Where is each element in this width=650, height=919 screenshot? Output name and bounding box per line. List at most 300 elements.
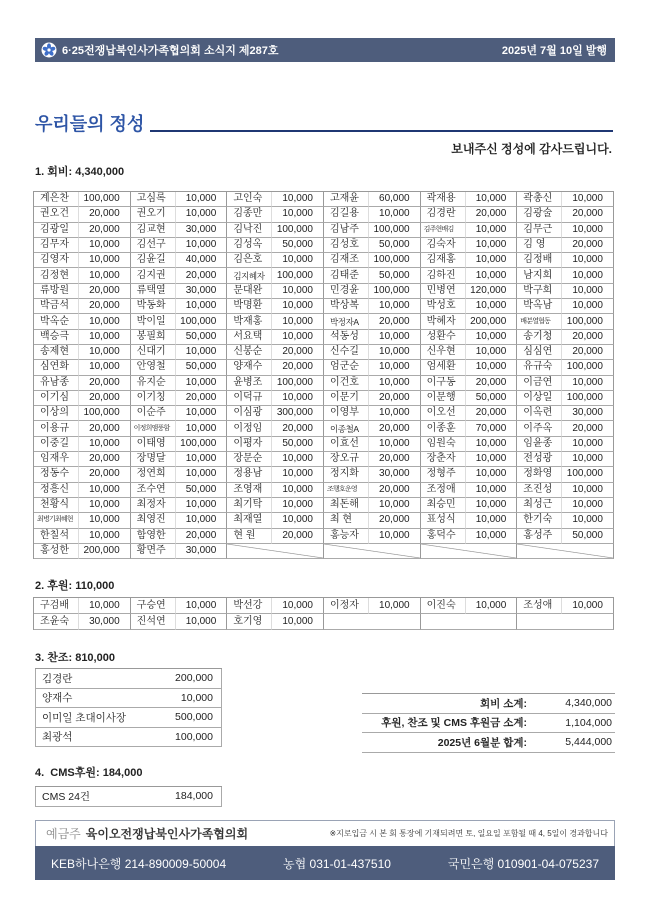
membership-donor-name: 최돈해 <box>324 498 369 513</box>
membership-amount: 10,000 <box>562 268 614 283</box>
membership-donor-name: 심연화 <box>34 360 79 375</box>
membership-donor-name: 권오건 <box>34 207 79 222</box>
empty-cell <box>517 614 614 630</box>
summary-label: 2025년 6월분 합계: <box>437 736 527 749</box>
membership-donor-name: 김성옥 <box>227 238 272 253</box>
membership-amount: 20,000 <box>79 467 131 482</box>
membership-amount: 20,000 <box>272 345 324 360</box>
membership-amount: 20,000 <box>369 421 421 436</box>
membership-amount: 20,000 <box>466 406 518 421</box>
membership-amount: 10,000 <box>562 483 614 498</box>
membership-amount: 10,000 <box>369 529 421 544</box>
membership-amount: 20,000 <box>562 330 614 345</box>
membership-amount: 50,000 <box>176 360 228 375</box>
membership-donor-name: 이정임 <box>227 421 272 436</box>
support-donor-name: 이정자 <box>324 598 369 614</box>
newsletter-title: 6·25전쟁납북인사가족협의회 소식지 제287호 <box>62 45 279 57</box>
membership-donor-name: 곽총신 <box>517 192 562 207</box>
membership-donor-name: 남지희 <box>517 268 562 283</box>
membership-amount: 10,000 <box>466 529 518 544</box>
membership-amount: 10,000 <box>466 238 518 253</box>
bank-account: KEB하나은행 214-890009-50004 <box>51 856 227 871</box>
bank-account: 농협 031-01-437510 <box>283 856 391 871</box>
membership-donor-name: 조진성 <box>517 483 562 498</box>
membership-donor-name: 최승민 <box>421 498 466 513</box>
membership-donor-name: 백승극 <box>34 330 79 345</box>
membership-amount: 10,000 <box>272 330 324 345</box>
membership-amount: 10,000 <box>369 360 421 375</box>
membership-amount: 10,000 <box>466 345 518 360</box>
summary-value: 1,104,000 <box>565 716 612 729</box>
cms-donor-name: CMS 24건 <box>42 790 91 803</box>
membership-donor-name: 이기칭 <box>131 391 176 406</box>
membership-donor-name: 황면주 <box>131 544 176 559</box>
membership-donor-name: 김영자 <box>34 253 79 268</box>
section-heading-cms: 4. CMS후원: 184,000 <box>35 767 143 779</box>
membership-donor-name: 최기탁 <box>227 498 272 513</box>
sponsorship-row <box>35 689 222 709</box>
membership-donor-name: 심심연 <box>517 345 562 360</box>
membership-amount: 100,000 <box>562 391 614 406</box>
membership-donor-name: 김정현 <box>34 268 79 283</box>
bank-account: 국민은행 010901-04-075237 <box>447 856 599 871</box>
support-amount: 10,000 <box>176 598 228 614</box>
membership-amount: 100,000 <box>272 223 324 238</box>
membership-amount: 100,000 <box>369 223 421 238</box>
summary-label: 후원, 찬조 및 CMS 후원금 소계: <box>381 717 527 730</box>
empty-cell <box>421 544 518 559</box>
membership-donor-name: 김주현배김 <box>421 223 466 238</box>
membership-donor-name: 김숙자 <box>421 238 466 253</box>
empty-cell <box>421 614 518 630</box>
membership-donor-name: 홍성한 <box>34 544 79 559</box>
membership-amount: 10,000 <box>272 207 324 222</box>
membership-donor-name: 최영진 <box>131 513 176 528</box>
issue-date: 2025년 7월 10일 발행 <box>501 45 607 57</box>
membership-amount: 20,000 <box>369 314 421 329</box>
membership-amount: 100,000 <box>369 284 421 299</box>
empty-cell <box>227 544 324 559</box>
membership-donor-name: 김길용 <box>324 207 369 222</box>
membership-donor-name: 홍성주 <box>517 529 562 544</box>
membership-amount: 10,000 <box>79 483 131 498</box>
membership-donor-name: 송제현 <box>34 345 79 360</box>
membership-donor-name: 이기심 <box>34 391 79 406</box>
membership-amount: 20,000 <box>562 207 614 222</box>
support-amount: 10,000 <box>562 598 614 614</box>
membership-amount: 20,000 <box>562 345 614 360</box>
membership-amount: 30,000 <box>176 544 228 559</box>
membership-amount: 10,000 <box>79 345 131 360</box>
membership-donor-name: 성환수 <box>421 330 466 345</box>
membership-amount: 100,000 <box>272 376 324 391</box>
membership-donor-name: 유지순 <box>131 376 176 391</box>
membership-donor-name: 김교현 <box>131 223 176 238</box>
membership-amount: 20,000 <box>176 391 228 406</box>
membership-amount: 20,000 <box>272 360 324 375</box>
membership-amount: 10,000 <box>466 253 518 268</box>
sponsorship-row <box>35 708 222 728</box>
membership-amount: 10,000 <box>176 345 228 360</box>
membership-donor-name: 김무근 <box>517 223 562 238</box>
membership-amount: 10,000 <box>466 437 518 452</box>
membership-donor-name: 박혜자 <box>421 314 466 329</box>
membership-donor-name: 이덕규 <box>227 391 272 406</box>
membership-amount: 10,000 <box>79 513 131 528</box>
membership-donor-name: 이종훈 <box>421 421 466 436</box>
membership-donor-name: 류택열 <box>131 284 176 299</box>
membership-amount: 10,000 <box>79 529 131 544</box>
membership-donor-name: 박옥남 <box>517 299 562 314</box>
membership-donor-name: 이건호 <box>324 376 369 391</box>
membership-amount: 10,000 <box>369 406 421 421</box>
membership-amount: 50,000 <box>562 529 614 544</box>
membership-donor-name: 이옥련 <box>517 406 562 421</box>
summary-label: 회비 소계: <box>480 697 527 710</box>
sponsorship-amount: 100,000 <box>175 730 213 743</box>
membership-amount: 10,000 <box>272 391 324 406</box>
membership-amount: 10,000 <box>466 223 518 238</box>
membership-donor-name: 이영부 <box>324 406 369 421</box>
membership-amount: 100,000 <box>79 406 131 421</box>
flower-emblem-icon <box>41 42 57 58</box>
membership-donor-name: 김은호 <box>227 253 272 268</box>
membership-donor-name: 임재우 <box>34 452 79 467</box>
membership-amount: 10,000 <box>176 421 228 436</box>
membership-donor-name: 신수길 <box>324 345 369 360</box>
membership-donor-name: 임윤종 <box>517 437 562 452</box>
membership-amount: 10,000 <box>79 498 131 513</box>
membership-amount: 10,000 <box>466 452 518 467</box>
sponsorship-amount: 10,000 <box>180 691 213 704</box>
membership-donor-name: 곽재용 <box>421 192 466 207</box>
membership-donor-name: 최정자 <box>131 498 176 513</box>
membership-amount: 10,000 <box>79 253 131 268</box>
summary-row <box>362 694 615 714</box>
membership-donor-name: 정연희 <box>131 467 176 482</box>
membership-donor-name: 이태영 <box>131 437 176 452</box>
membership-donor-name: 박구희 <box>517 284 562 299</box>
membership-donor-name: 유남종 <box>34 376 79 391</box>
membership-donor-name: 장춘자 <box>421 452 466 467</box>
membership-donor-name: 홍능자 <box>324 529 369 544</box>
support-table <box>33 597 614 630</box>
membership-donor-name: 장문순 <box>227 452 272 467</box>
membership-donor-name: 이상의 <box>34 406 79 421</box>
support-donor-name: 조성애 <box>517 598 562 614</box>
cms-row <box>35 787 222 807</box>
membership-donor-name: 최병기최혜현 <box>34 513 79 528</box>
membership-amount: 10,000 <box>272 253 324 268</box>
membership-donor-name: 이주옥 <box>517 421 562 436</box>
empty-cell <box>324 544 421 559</box>
membership-amount: 20,000 <box>369 483 421 498</box>
membership-donor-name: 이문기 <box>324 391 369 406</box>
support-donor-name: 호기영 <box>227 614 272 630</box>
membership-donor-name: 이중길 <box>34 437 79 452</box>
membership-amount: 20,000 <box>369 452 421 467</box>
membership-amount: 10,000 <box>79 314 131 329</box>
membership-amount: 10,000 <box>562 513 614 528</box>
membership-donor-name: 조행호운영 <box>324 483 369 498</box>
membership-amount: 10,000 <box>369 330 421 345</box>
membership-amount: 10,000 <box>79 360 131 375</box>
support-amount: 30,000 <box>79 614 131 630</box>
membership-amount: 300,000 <box>272 406 324 421</box>
membership-donor-name: 신봉순 <box>227 345 272 360</box>
membership-amount: 10,000 <box>369 299 421 314</box>
membership-donor-name: 정동수 <box>34 467 79 482</box>
support-donor-name: 박선강 <box>227 598 272 614</box>
membership-donor-name: 고심록 <box>131 192 176 207</box>
membership-donor-name: 엄군순 <box>324 360 369 375</box>
sponsorship-row <box>35 669 222 689</box>
membership-donor-name: 박동화 <box>131 299 176 314</box>
membership-amount: 20,000 <box>272 529 324 544</box>
membership-amount: 10,000 <box>176 467 228 482</box>
membership-donor-name: 이용규 <box>34 421 79 436</box>
membership-donor-name: 김선구 <box>131 238 176 253</box>
membership-donor-name: 김지혜자 <box>227 268 272 283</box>
membership-donor-name: 최성근 <box>517 498 562 513</box>
membership-donor-name: 배분열협동 <box>517 314 562 329</box>
membership-donor-name: 이심광 <box>227 406 272 421</box>
membership-amount: 20,000 <box>369 513 421 528</box>
membership-amount: 10,000 <box>562 223 614 238</box>
membership-donor-name: 김재조 <box>324 253 369 268</box>
membership-donor-name: 안영철 <box>131 360 176 375</box>
membership-donor-name: 김경란 <box>421 207 466 222</box>
membership-amount: 100,000 <box>562 467 614 482</box>
membership-donor-name: 김하진 <box>421 268 466 283</box>
membership-amount: 30,000 <box>562 406 614 421</box>
support-amount: 10,000 <box>466 598 518 614</box>
membership-amount: 10,000 <box>79 437 131 452</box>
summary-value: 5,444,000 <box>565 736 612 749</box>
sponsorship-table <box>35 668 222 747</box>
membership-donor-name: 양재수 <box>227 360 272 375</box>
membership-amount: 10,000 <box>562 192 614 207</box>
membership-amount: 10,000 <box>562 299 614 314</box>
membership-donor-name: 조정애 <box>421 483 466 498</box>
membership-amount: 10,000 <box>272 284 324 299</box>
membership-donor-name: 이문행 <box>421 391 466 406</box>
sponsorship-donor-name: 양재수 <box>42 692 73 705</box>
membership-amount: 70,000 <box>466 421 518 436</box>
section-heading-membership: 1. 회비: 4,340,000 <box>35 166 125 178</box>
membership-donor-name: 이평자 <box>227 437 272 452</box>
membership-donor-name: 류방원 <box>34 284 79 299</box>
membership-amount: 30,000 <box>369 467 421 482</box>
sponsorship-row <box>35 728 222 748</box>
cms-table <box>35 786 222 807</box>
summary-row <box>362 733 615 753</box>
membership-amount: 10,000 <box>176 513 228 528</box>
membership-donor-name: 서요택 <box>227 330 272 345</box>
support-amount: 10,000 <box>272 598 324 614</box>
membership-amount: 20,000 <box>176 529 228 544</box>
membership-amount: 10,000 <box>562 284 614 299</box>
membership-amount: 100,000 <box>176 314 228 329</box>
membership-amount: 10,000 <box>369 207 421 222</box>
membership-amount: 10,000 <box>466 467 518 482</box>
membership-amount: 10,000 <box>562 253 614 268</box>
membership-amount: 20,000 <box>176 268 228 283</box>
membership-amount: 20,000 <box>562 238 614 253</box>
membership-amount: 10,000 <box>79 268 131 283</box>
summary-row <box>362 714 615 734</box>
membership-amount: 120,000 <box>466 284 518 299</box>
membership-amount: 50,000 <box>176 330 228 345</box>
membership-donor-name: 이순주 <box>131 406 176 421</box>
summary-value: 4,340,000 <box>565 697 612 710</box>
support-amount: 10,000 <box>369 598 421 614</box>
membership-donor-name: 박성호 <box>421 299 466 314</box>
membership-amount: 20,000 <box>79 421 131 436</box>
membership-amount: 10,000 <box>466 513 518 528</box>
membership-amount: 100,000 <box>562 314 614 329</box>
membership-donor-name: 이종철A <box>324 421 369 436</box>
support-amount: 10,000 <box>272 614 324 630</box>
support-amount: 10,000 <box>176 614 228 630</box>
sponsorship-donor-name: 최광석 <box>42 731 73 744</box>
membership-donor-name: 정용남 <box>227 467 272 482</box>
membership-amount: 200,000 <box>466 314 518 329</box>
membership-donor-name: 민병연 <box>421 284 466 299</box>
membership-donor-name: 한기숙 <box>517 513 562 528</box>
membership-donor-name: 고재윤 <box>324 192 369 207</box>
membership-amount: 10,000 <box>176 299 228 314</box>
membership-donor-name: 정화영 <box>517 467 562 482</box>
membership-donor-name: 김성호 <box>324 238 369 253</box>
membership-amount: 50,000 <box>369 238 421 253</box>
membership-amount: 10,000 <box>176 452 228 467</box>
support-donor-name: 구승연 <box>131 598 176 614</box>
membership-donor-name: 김 영 <box>517 238 562 253</box>
membership-donor-name: 문대완 <box>227 284 272 299</box>
membership-table <box>33 191 614 559</box>
totals-summary <box>362 693 615 753</box>
membership-donor-name: 박금석 <box>34 299 79 314</box>
membership-amount: 10,000 <box>562 376 614 391</box>
membership-amount: 10,000 <box>272 192 324 207</box>
membership-amount: 100,000 <box>176 437 228 452</box>
membership-amount: 100,000 <box>79 192 131 207</box>
account-holder-name: 육이오전쟁납북인사가족협의회 <box>85 827 249 841</box>
membership-donor-name: 봉필희 <box>131 330 176 345</box>
membership-donor-name: 박상복 <box>324 299 369 314</box>
membership-donor-name: 이금연 <box>517 376 562 391</box>
membership-donor-name: 전성광 <box>517 452 562 467</box>
membership-donor-name: 김태준 <box>324 268 369 283</box>
membership-donor-name: 장명달 <box>131 452 176 467</box>
membership-amount: 30,000 <box>176 223 228 238</box>
membership-amount: 10,000 <box>369 376 421 391</box>
membership-donor-name: 이상일 <box>517 391 562 406</box>
membership-donor-name: 임원숙 <box>421 437 466 452</box>
sponsorship-amount: 500,000 <box>175 711 213 724</box>
membership-amount: 10,000 <box>272 314 324 329</box>
membership-donor-name: 엄세환 <box>421 360 466 375</box>
membership-amount: 10,000 <box>466 268 518 283</box>
membership-amount: 10,000 <box>176 192 228 207</box>
membership-donor-name: 표성식 <box>421 513 466 528</box>
membership-donor-name: 김종만 <box>227 207 272 222</box>
membership-amount: 200,000 <box>79 544 131 559</box>
membership-amount: 20,000 <box>466 376 518 391</box>
support-amount: 10,000 <box>79 598 131 614</box>
membership-amount: 10,000 <box>176 498 228 513</box>
membership-amount: 10,000 <box>466 498 518 513</box>
membership-amount: 10,000 <box>79 238 131 253</box>
membership-amount: 10,000 <box>562 437 614 452</box>
membership-donor-name: 최 현 <box>324 513 369 528</box>
membership-donor-name: 김재홍 <box>421 253 466 268</box>
sponsorship-donor-name: 이미일 초대이사장 <box>42 711 127 724</box>
membership-amount: 20,000 <box>79 299 131 314</box>
membership-amount: 20,000 <box>466 207 518 222</box>
membership-donor-name: 유규숙 <box>517 360 562 375</box>
membership-donor-name: 이구동 <box>421 376 466 391</box>
membership-amount: 20,000 <box>79 284 131 299</box>
membership-donor-name: 민경윤 <box>324 284 369 299</box>
support-donor-name: 진석연 <box>131 614 176 630</box>
support-donor-name: 구검배 <box>34 598 79 614</box>
membership-donor-name: 박재홍 <box>227 314 272 329</box>
membership-amount: 10,000 <box>272 452 324 467</box>
bank-accounts-bar <box>35 846 615 880</box>
membership-donor-name: 김윤길 <box>131 253 176 268</box>
header-left <box>41 42 279 58</box>
account-holder-box <box>35 820 615 846</box>
membership-amount: 10,000 <box>466 192 518 207</box>
membership-amount: 10,000 <box>272 513 324 528</box>
membership-amount: 10,000 <box>272 498 324 513</box>
membership-donor-name: 조영재 <box>227 483 272 498</box>
membership-amount: 100,000 <box>272 268 324 283</box>
membership-amount: 10,000 <box>272 483 324 498</box>
membership-donor-name: 고인숙 <box>227 192 272 207</box>
sponsorship-donor-name: 김경란 <box>42 672 73 685</box>
membership-donor-name: 이오선 <box>421 406 466 421</box>
membership-amount: 10,000 <box>176 207 228 222</box>
membership-donor-name: 신대기 <box>131 345 176 360</box>
membership-amount: 10,000 <box>466 360 518 375</box>
account-holder-label: 예금주 <box>46 827 81 841</box>
membership-donor-name: 박옥순 <box>34 314 79 329</box>
support-donor-name: 이진숙 <box>421 598 466 614</box>
membership-donor-name: 권오기 <box>131 207 176 222</box>
membership-amount: 10,000 <box>176 406 228 421</box>
membership-donor-name: 한칠석 <box>34 529 79 544</box>
page-title: 우리들의 정성 <box>35 114 145 134</box>
sponsorship-amount: 200,000 <box>175 672 213 685</box>
membership-amount: 10,000 <box>466 483 518 498</box>
membership-donor-name: 김지권 <box>131 268 176 283</box>
membership-amount: 10,000 <box>176 238 228 253</box>
membership-amount: 40,000 <box>176 253 228 268</box>
membership-amount: 10,000 <box>466 330 518 345</box>
account-holder <box>46 825 248 842</box>
page-title-row <box>35 112 613 136</box>
title-underline <box>150 130 613 132</box>
newsletter-header <box>35 38 615 62</box>
empty-cell <box>517 544 614 559</box>
membership-donor-name: 박이일 <box>131 314 176 329</box>
membership-amount: 100,000 <box>369 253 421 268</box>
support-donor-name: 조윤숙 <box>34 614 79 630</box>
membership-amount: 10,000 <box>369 437 421 452</box>
